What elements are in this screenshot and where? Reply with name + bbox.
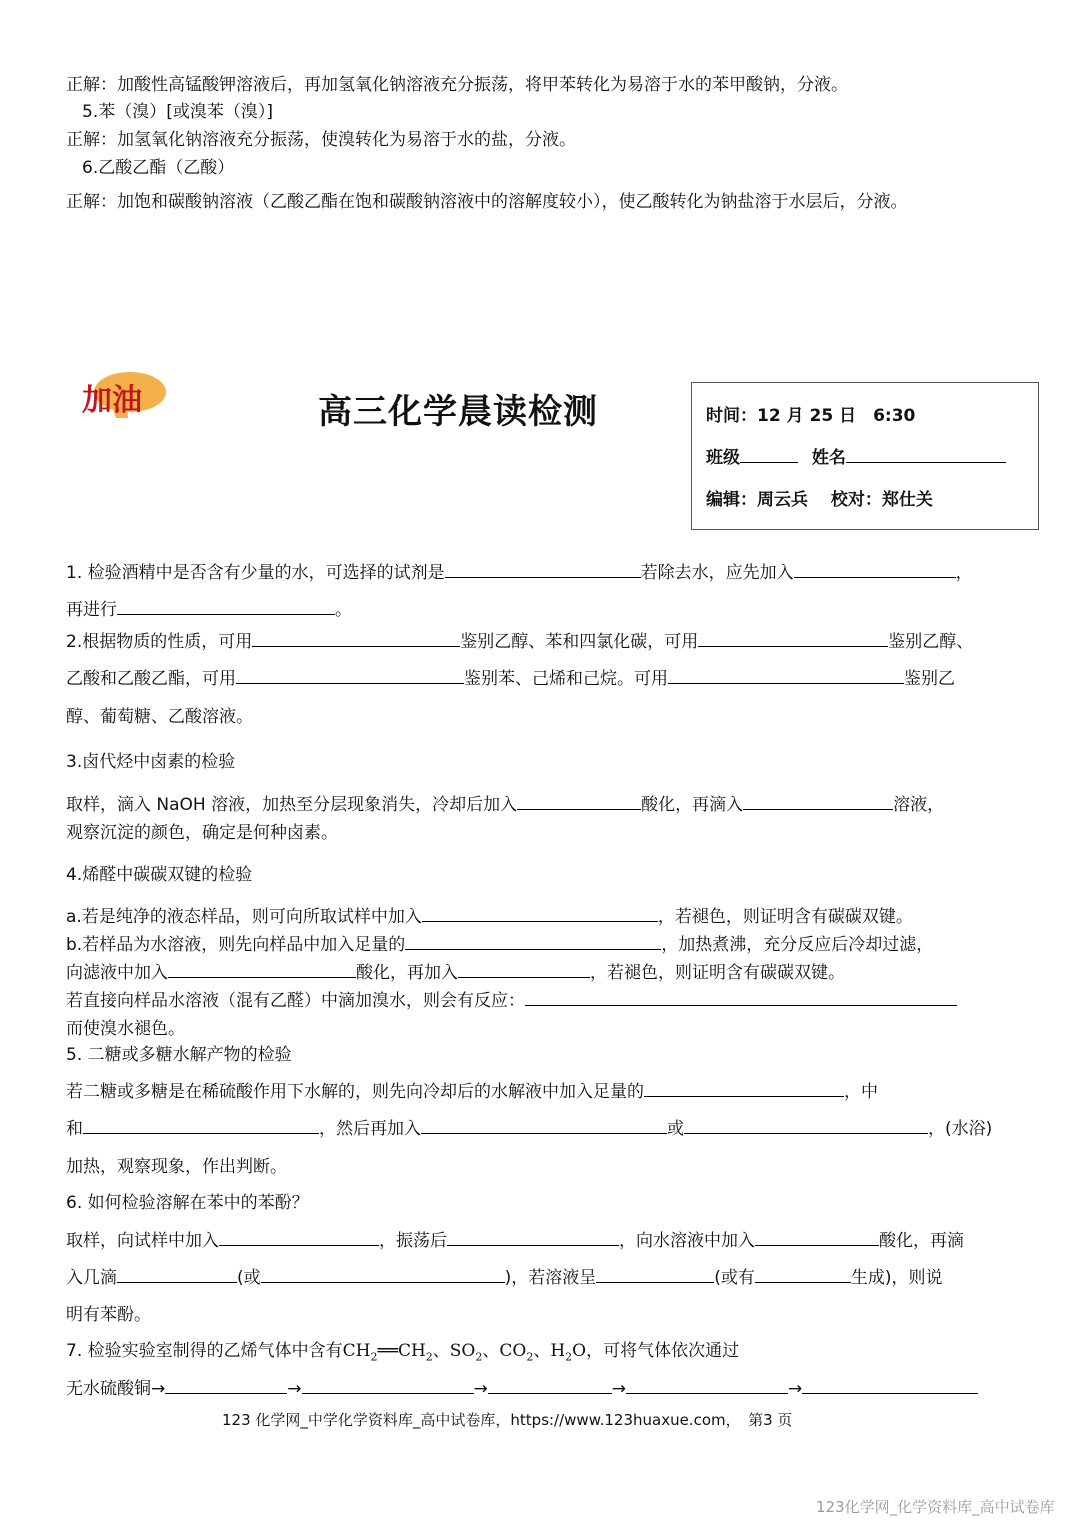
q7-arrow-3: → xyxy=(611,1379,626,1399)
q7-sub-d: 2 xyxy=(526,1350,534,1364)
q7-ch-a: CH xyxy=(342,1341,371,1361)
q7-text-b: ，可将气体依次通过 xyxy=(586,1341,740,1361)
q5-text-b2: ，然后再加入 xyxy=(319,1119,421,1139)
class-blank[interactable] xyxy=(740,445,798,463)
q2-text-c: 鉴别乙醇、 xyxy=(888,632,974,652)
q6-text-a4: 酸化，再滴 xyxy=(879,1231,964,1251)
q2-text-f: 鉴别乙 xyxy=(904,669,955,689)
question-4-line-a xyxy=(66,902,913,927)
info-class-name xyxy=(706,443,1006,468)
question-5-line2 xyxy=(66,1114,992,1139)
q4-text-a2: ，若褪色，则证明含有碳碳双键。 xyxy=(657,907,913,927)
q7-blank-4[interactable] xyxy=(626,1376,788,1394)
q4-blank-2[interactable] xyxy=(405,932,661,950)
q5-text-b4: ，(水浴) xyxy=(928,1119,993,1139)
q5-text-a2: ，中 xyxy=(844,1082,878,1102)
q6-blank-5[interactable] xyxy=(261,1265,505,1283)
question-2-line1 xyxy=(66,627,973,652)
class-label: 班级 xyxy=(706,448,740,468)
info-time: 时间：12 月 25 日 6:30 xyxy=(706,406,916,426)
q4-blank-1[interactable] xyxy=(422,904,658,922)
q7-start: 无水硫酸铜→ xyxy=(66,1379,166,1399)
q1-text-d: 再进行 xyxy=(66,600,117,620)
question-3-line2: 观察沉淀的颜色，确定是何种卤素。 xyxy=(66,823,338,843)
q5-text-a1: 若二糖或多糖是在稀硫酸作用下水解的，则先向冷却后的水解液中加入足量的 xyxy=(66,1082,644,1102)
q4-text-c2: 酸化，再加入 xyxy=(356,963,458,983)
q5-blank-3[interactable] xyxy=(421,1116,667,1134)
q2-text-b: 鉴别乙醇、苯和四氯化碳，可用 xyxy=(460,632,699,652)
q4-blank-4[interactable] xyxy=(458,960,590,978)
q7-blank-3[interactable] xyxy=(488,1376,612,1394)
question-4-line-c xyxy=(66,958,845,983)
q1-blank-3[interactable] xyxy=(117,597,335,615)
q7-formulas xyxy=(342,1341,587,1364)
page-title: 高三化学晨读检测 xyxy=(318,392,598,432)
question-7-line2 xyxy=(66,1374,978,1399)
q2-blank-1[interactable] xyxy=(252,629,460,647)
question-6-line3: 明有苯酚。 xyxy=(66,1305,151,1325)
q3-blank-2[interactable] xyxy=(743,792,893,810)
q1-blank-1[interactable] xyxy=(445,560,641,578)
answer-line-toluene: 正解：加酸性高锰酸钾溶液后，再加氢氧化钠溶液充分振荡，将甲苯转化为易溶于水的苯甲酸钠，分液。 xyxy=(66,75,848,95)
q6-text-a3: ，向水溶液中加入 xyxy=(619,1231,755,1251)
q6-blank-3[interactable] xyxy=(755,1228,879,1246)
q7-so: 、SO xyxy=(432,1341,476,1361)
question-3-line1 xyxy=(66,790,944,815)
q5-text-b3: 或 xyxy=(667,1119,684,1139)
question-1-line1 xyxy=(66,558,973,583)
q7-o: O xyxy=(572,1341,587,1361)
q6-text-b5: 生成)，则说 xyxy=(850,1268,943,1288)
q7-blank-2[interactable] xyxy=(302,1376,474,1394)
q3-blank-1[interactable] xyxy=(517,792,641,810)
q7-arrow-1: → xyxy=(287,1379,302,1399)
q5-blank-1[interactable] xyxy=(644,1079,844,1097)
q3-text-a: 取样，滴入 NaOH 溶液，加热至分层现象消失，冷却后加入 xyxy=(66,795,518,815)
q1-text-e: 。 xyxy=(335,600,352,620)
q7-blank-5[interactable] xyxy=(802,1376,978,1394)
q6-blank-6[interactable] xyxy=(596,1265,714,1283)
q6-blank-4[interactable] xyxy=(117,1265,237,1283)
info-editor: 编辑：周云兵 校对：郑仕关 xyxy=(706,490,933,510)
q7-text-a: 7. 检验实验室制得的乙烯气体中含有 xyxy=(66,1341,343,1361)
q4-text-a1: a.若是纯净的液态样品，则可向所取试样中加入 xyxy=(66,907,422,927)
q6-blank-7[interactable] xyxy=(755,1265,851,1283)
watermark: 123化学网_化学资料库_高中试卷库 xyxy=(816,1498,1055,1516)
answer-line-bromine: 正解：加氢氧化钠溶液充分振荡，使溴转化为易溶于水的盐，分液。 xyxy=(66,130,576,150)
question-4-line-d xyxy=(66,986,957,1011)
q6-blank-1[interactable] xyxy=(219,1228,379,1246)
question-7-line1 xyxy=(66,1336,739,1363)
q7-sub-e: 2 xyxy=(565,1350,573,1364)
item-5-heading: 5.苯（溴）[或溴苯（溴）] xyxy=(82,102,273,122)
q6-text-a1: 取样，向试样中加入 xyxy=(66,1231,219,1251)
q1-text-c: ， xyxy=(955,563,973,583)
question-4-line-e: 而使溴水褪色。 xyxy=(66,1019,185,1039)
q7-sub-b: 2 xyxy=(425,1350,433,1364)
q7-arrow-2: → xyxy=(473,1379,488,1399)
name-blank[interactable] xyxy=(846,445,1006,463)
q7-blank-1[interactable] xyxy=(165,1376,287,1394)
q1-blank-2[interactable] xyxy=(794,560,956,578)
q6-text-b4: (或有 xyxy=(714,1268,755,1288)
q6-text-b3: )，若溶液呈 xyxy=(504,1268,597,1288)
q5-text-b1: 和 xyxy=(66,1119,83,1139)
item-6-heading: 6.乙酸乙酯（乙酸） xyxy=(82,158,235,178)
q6-blank-2[interactable] xyxy=(447,1228,619,1246)
q7-h: 、H xyxy=(533,1341,566,1361)
svg-text:加油: 加油 xyxy=(82,383,142,418)
answer-line-ethyl-acetate: 正解：加饱和碳酸钠溶液（乙酸乙酯在饱和碳酸钠溶液中的溶解度较小），使乙酸转化为钠盐溶于水层后，分液。 xyxy=(66,192,908,212)
q2-text-d: 乙酸和乙酸乙酯，可用 xyxy=(66,669,236,689)
jiayou-logo xyxy=(78,366,178,426)
question-5-line1 xyxy=(66,1077,878,1102)
q7-arrow-4: → xyxy=(788,1379,803,1399)
info-box xyxy=(691,382,1039,530)
q3-text-b: 酸化，再滴入 xyxy=(641,795,744,815)
q3-text-c: 溶液， xyxy=(893,795,945,815)
q4-text-b2: ，加热煮沸，充分反应后冷却过滤， xyxy=(661,935,934,955)
question-6-title: 6. 如何检验溶解在苯中的苯酚？ xyxy=(66,1193,309,1213)
q6-text-a2: ，振荡后 xyxy=(379,1231,447,1251)
q7-co: 、CO xyxy=(482,1341,527,1361)
question-5-line3: 加热，观察现象，作出判断。 xyxy=(66,1157,287,1177)
q5-blank-2[interactable] xyxy=(83,1116,319,1134)
q4-blank-3[interactable] xyxy=(168,960,356,978)
q4-text-c3: ，若褪色，则证明含有碳碳双键。 xyxy=(590,963,845,983)
question-6-line1 xyxy=(66,1226,964,1251)
q2-blank-4[interactable] xyxy=(668,666,904,684)
question-2-line3: 醇、葡萄糖、乙酸溶液。 xyxy=(66,707,253,727)
q6-text-b1: 入几滴 xyxy=(66,1268,117,1288)
q1-text-b: 若除去水，应先加入 xyxy=(640,563,794,583)
question-5-title: 5. 二糖或多糖水解产物的检验 xyxy=(66,1045,292,1065)
q7-ch-b: ══CH xyxy=(377,1341,426,1361)
name-label: 姓名 xyxy=(811,448,846,468)
page-footer: 123 化学网_中学化学资料库_高中试卷库，https://www.123huaxue.com， 第3 页 xyxy=(222,1411,793,1429)
q6-text-b2: (或 xyxy=(237,1268,261,1288)
q2-text-e: 鉴别苯、己烯和己烷。可用 xyxy=(464,669,668,689)
question-6-line2 xyxy=(66,1263,943,1288)
question-2-line2 xyxy=(66,664,955,689)
q1-text-a: 1. 检验酒精中是否含有少量的水，可选择的试剂是 xyxy=(66,563,445,583)
q4-text-c1: 向滤液中加入 xyxy=(66,963,168,983)
q7-sub-a: 2 xyxy=(370,1350,378,1364)
question-4-line-b xyxy=(66,930,933,955)
q7-sub-c: 2 xyxy=(475,1350,483,1364)
q4-text-d1: 若直接向样品水溶液（混有乙醛）中滴加溴水，则会有反应： xyxy=(66,991,525,1011)
q2-blank-2[interactable] xyxy=(698,629,888,647)
q5-blank-4[interactable] xyxy=(684,1116,928,1134)
question-3-title: 3.卤代烃中卤素的检验 xyxy=(66,752,236,772)
q2-blank-3[interactable] xyxy=(236,666,464,684)
q4-text-b1: b.若样品为水溶液，则先向样品中加入足量的 xyxy=(66,935,406,955)
q2-text-a: 2.根据物质的性质，可用 xyxy=(66,632,253,652)
question-1-line2 xyxy=(66,595,352,620)
question-4-title: 4.烯醛中碳碳双键的检验 xyxy=(66,865,253,885)
q4-blank-5[interactable] xyxy=(525,988,957,1006)
